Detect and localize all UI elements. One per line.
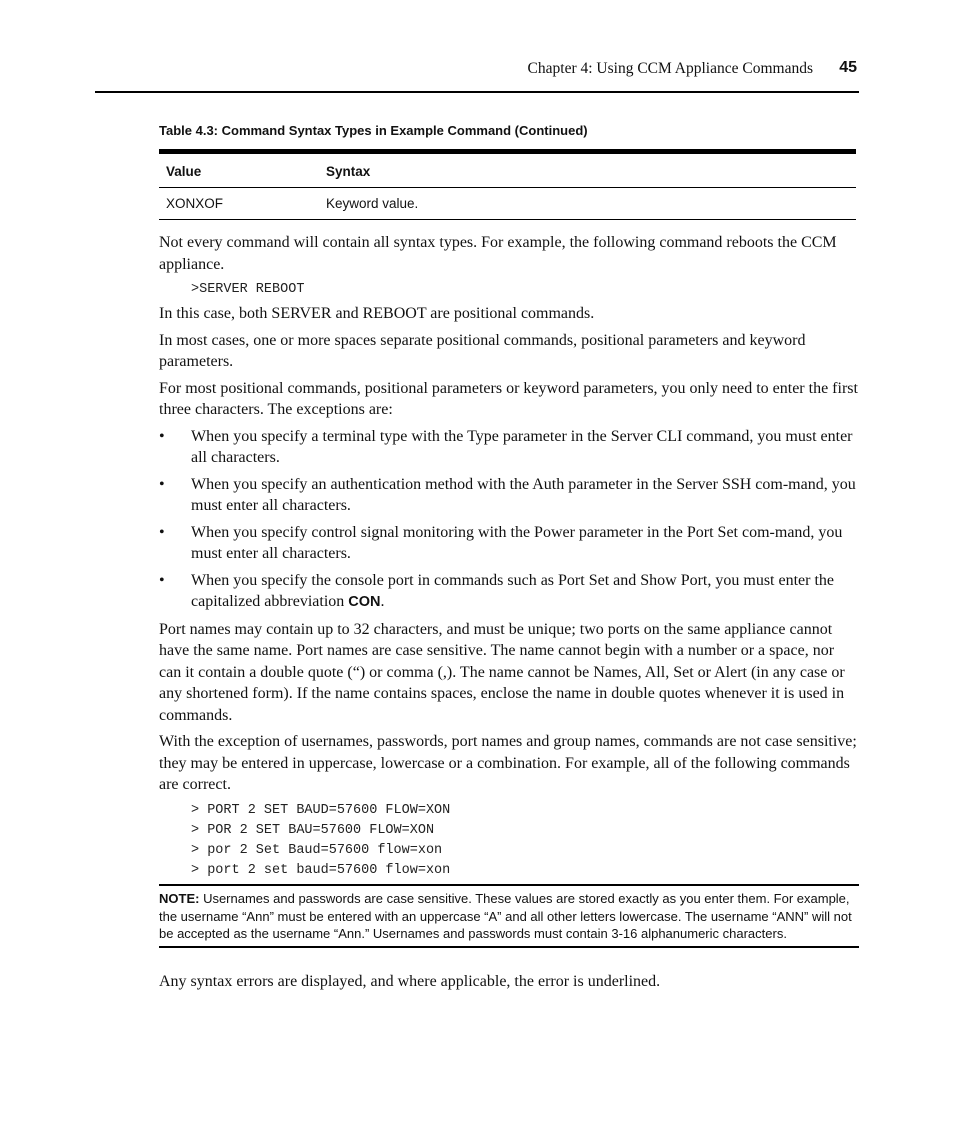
code-line: >SERVER REBOOT bbox=[191, 282, 305, 297]
list-item-end: . bbox=[380, 593, 385, 610]
list-item-text: When you specify an authentication method with the Auth parameter in the Server SSH com-mand, you must enter all characters. bbox=[191, 475, 856, 514]
list-item bbox=[159, 426, 859, 469]
syntax-table bbox=[159, 149, 856, 220]
chapter-title: Chapter 4: Using CCM Appliance Commands bbox=[527, 60, 813, 77]
table-header-row bbox=[159, 152, 856, 188]
body-content bbox=[159, 232, 859, 884]
code-line: > por 2 Set Baud=57600 flow=xon bbox=[191, 842, 443, 858]
page-number: 45 bbox=[839, 59, 857, 76]
table-row bbox=[159, 188, 856, 220]
list-item bbox=[159, 570, 859, 614]
paragraph: In this case, both SERVER and REBOOT are positional commands. bbox=[159, 305, 595, 322]
paragraph: For most positional commands, positional parameters or keyword parameters, you only need to enter the first three characters. The exceptions are: bbox=[159, 379, 858, 418]
table-cell-syntax: Keyword value. bbox=[319, 188, 856, 220]
code-block bbox=[159, 801, 859, 881]
bullet-icon: • bbox=[159, 523, 165, 541]
note-label: NOTE: bbox=[159, 891, 200, 906]
paragraph: With the exception of usernames, passwords, port names and group names, commands are not case sensitive; they may be entered in uppercase, lowercase or a combination. For example, all of the following commands are correct. bbox=[159, 733, 857, 793]
list-item-text: When you specify the console port in commands such as Port Set and Show Port, you must enter the capitalized abbreviation bbox=[191, 571, 835, 610]
bullet-icon: • bbox=[159, 571, 165, 589]
column-header-syntax: Syntax bbox=[319, 152, 856, 188]
code-line: > port 2 set baud=57600 flow=xon bbox=[191, 862, 451, 878]
paragraph: Port names may contain up to 32 characters, and must be unique; two ports on the same appliance cannot have the same name. Port names are case sensitive. The name cannot begin with a number or a space, nor can it contain a double quote (“) or comma (,). The name cannot be Names, All, Set or Alert (in any case or any shortened form). If the name contains spaces, enclose the name in double quotes whenever it is used in commands. bbox=[159, 620, 845, 724]
list-item-text: When you specify control signal monitoring with the Power parameter in the Port Set com-mand, you must enter all characters. bbox=[191, 523, 843, 562]
con-keyword: CON bbox=[348, 594, 381, 610]
list-item bbox=[159, 522, 859, 565]
note-box bbox=[159, 884, 859, 948]
table-cell-value: XONXOF bbox=[159, 188, 319, 220]
code-line: > POR 2 SET BAU=57600 FLOW=XON bbox=[191, 822, 435, 838]
list-item-text: When you specify a terminal type with the Type parameter in the Server CLI command, you must enter all characters. bbox=[191, 427, 853, 466]
exceptions-list bbox=[159, 426, 859, 614]
page-header bbox=[95, 0, 859, 93]
paragraph: Not every command will contain all syntax types. For example, the following command reboots the CCM appliance. bbox=[159, 234, 837, 273]
note-text: Usernames and passwords are case sensitive. These values are stored exactly as you enter them. For example, the username “Ann” must be entered with an uppercase “A” and all other letters lowercase. The username “ANN” will not be accepted as the username “Ann.” Usernames and passwords must contain 3-16 alphanumeric characters. bbox=[159, 891, 852, 941]
code-line: > PORT 2 SET BAUD=57600 FLOW=XON bbox=[191, 802, 451, 818]
list-item bbox=[159, 474, 859, 517]
bullet-icon: • bbox=[159, 427, 165, 445]
bullet-icon: • bbox=[159, 475, 165, 493]
column-header-value: Value bbox=[159, 152, 319, 188]
paragraph: In most cases, one or more spaces separate positional commands, positional parameters and keyword parameters. bbox=[159, 331, 806, 370]
final-paragraph: Any syntax errors are displayed, and where applicable, the error is underlined. bbox=[159, 973, 661, 990]
table-caption: Table 4.3: Command Syntax Types in Example Command (Continued) bbox=[159, 123, 588, 138]
